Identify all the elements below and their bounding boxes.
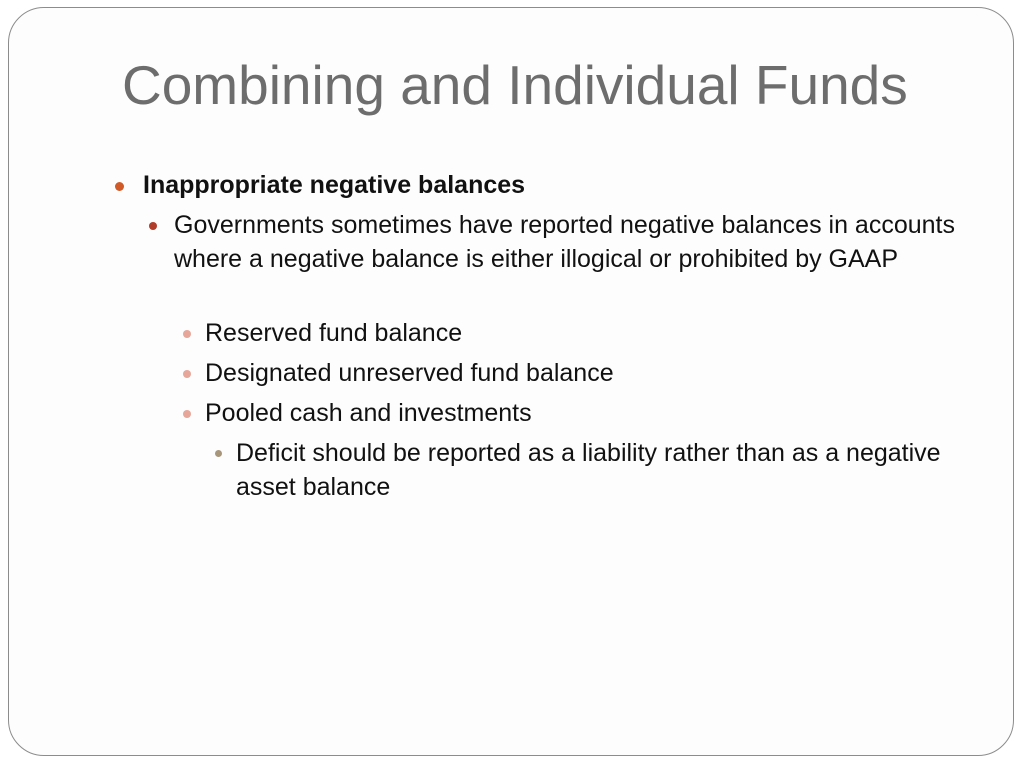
bullet-dot-icon bbox=[115, 182, 124, 191]
slide-title: Combining and Individual Funds bbox=[122, 54, 908, 116]
bullet-dot-icon bbox=[149, 222, 157, 230]
bullet-level1 bbox=[143, 168, 963, 202]
bullet-text: Inappropriate negative balances bbox=[143, 171, 526, 199]
bullet-text: Deficit should be reported as a liability rather than as a negative asset balance bbox=[236, 439, 941, 501]
bullet-level4 bbox=[236, 436, 956, 504]
bullet-text: Reserved fund balance bbox=[205, 319, 463, 347]
bullet-text: Designated unreserved fund balance bbox=[205, 359, 614, 387]
bullet-dot-icon bbox=[183, 330, 191, 338]
bullet-level3-designated bbox=[205, 356, 965, 390]
bullet-dot-icon bbox=[215, 450, 222, 457]
bullet-dot-icon bbox=[183, 370, 191, 378]
bullet-text: Pooled cash and investments bbox=[205, 399, 532, 427]
bullet-level3-pooled bbox=[205, 396, 965, 430]
bullet-level2 bbox=[174, 208, 964, 276]
bullet-text: Governments sometimes have reported negative balances in accounts where a negative balance is either illogical or prohibited by GAAP bbox=[174, 211, 955, 273]
bullet-dot-icon bbox=[183, 410, 191, 418]
bullet-level3-reserved bbox=[205, 316, 965, 350]
